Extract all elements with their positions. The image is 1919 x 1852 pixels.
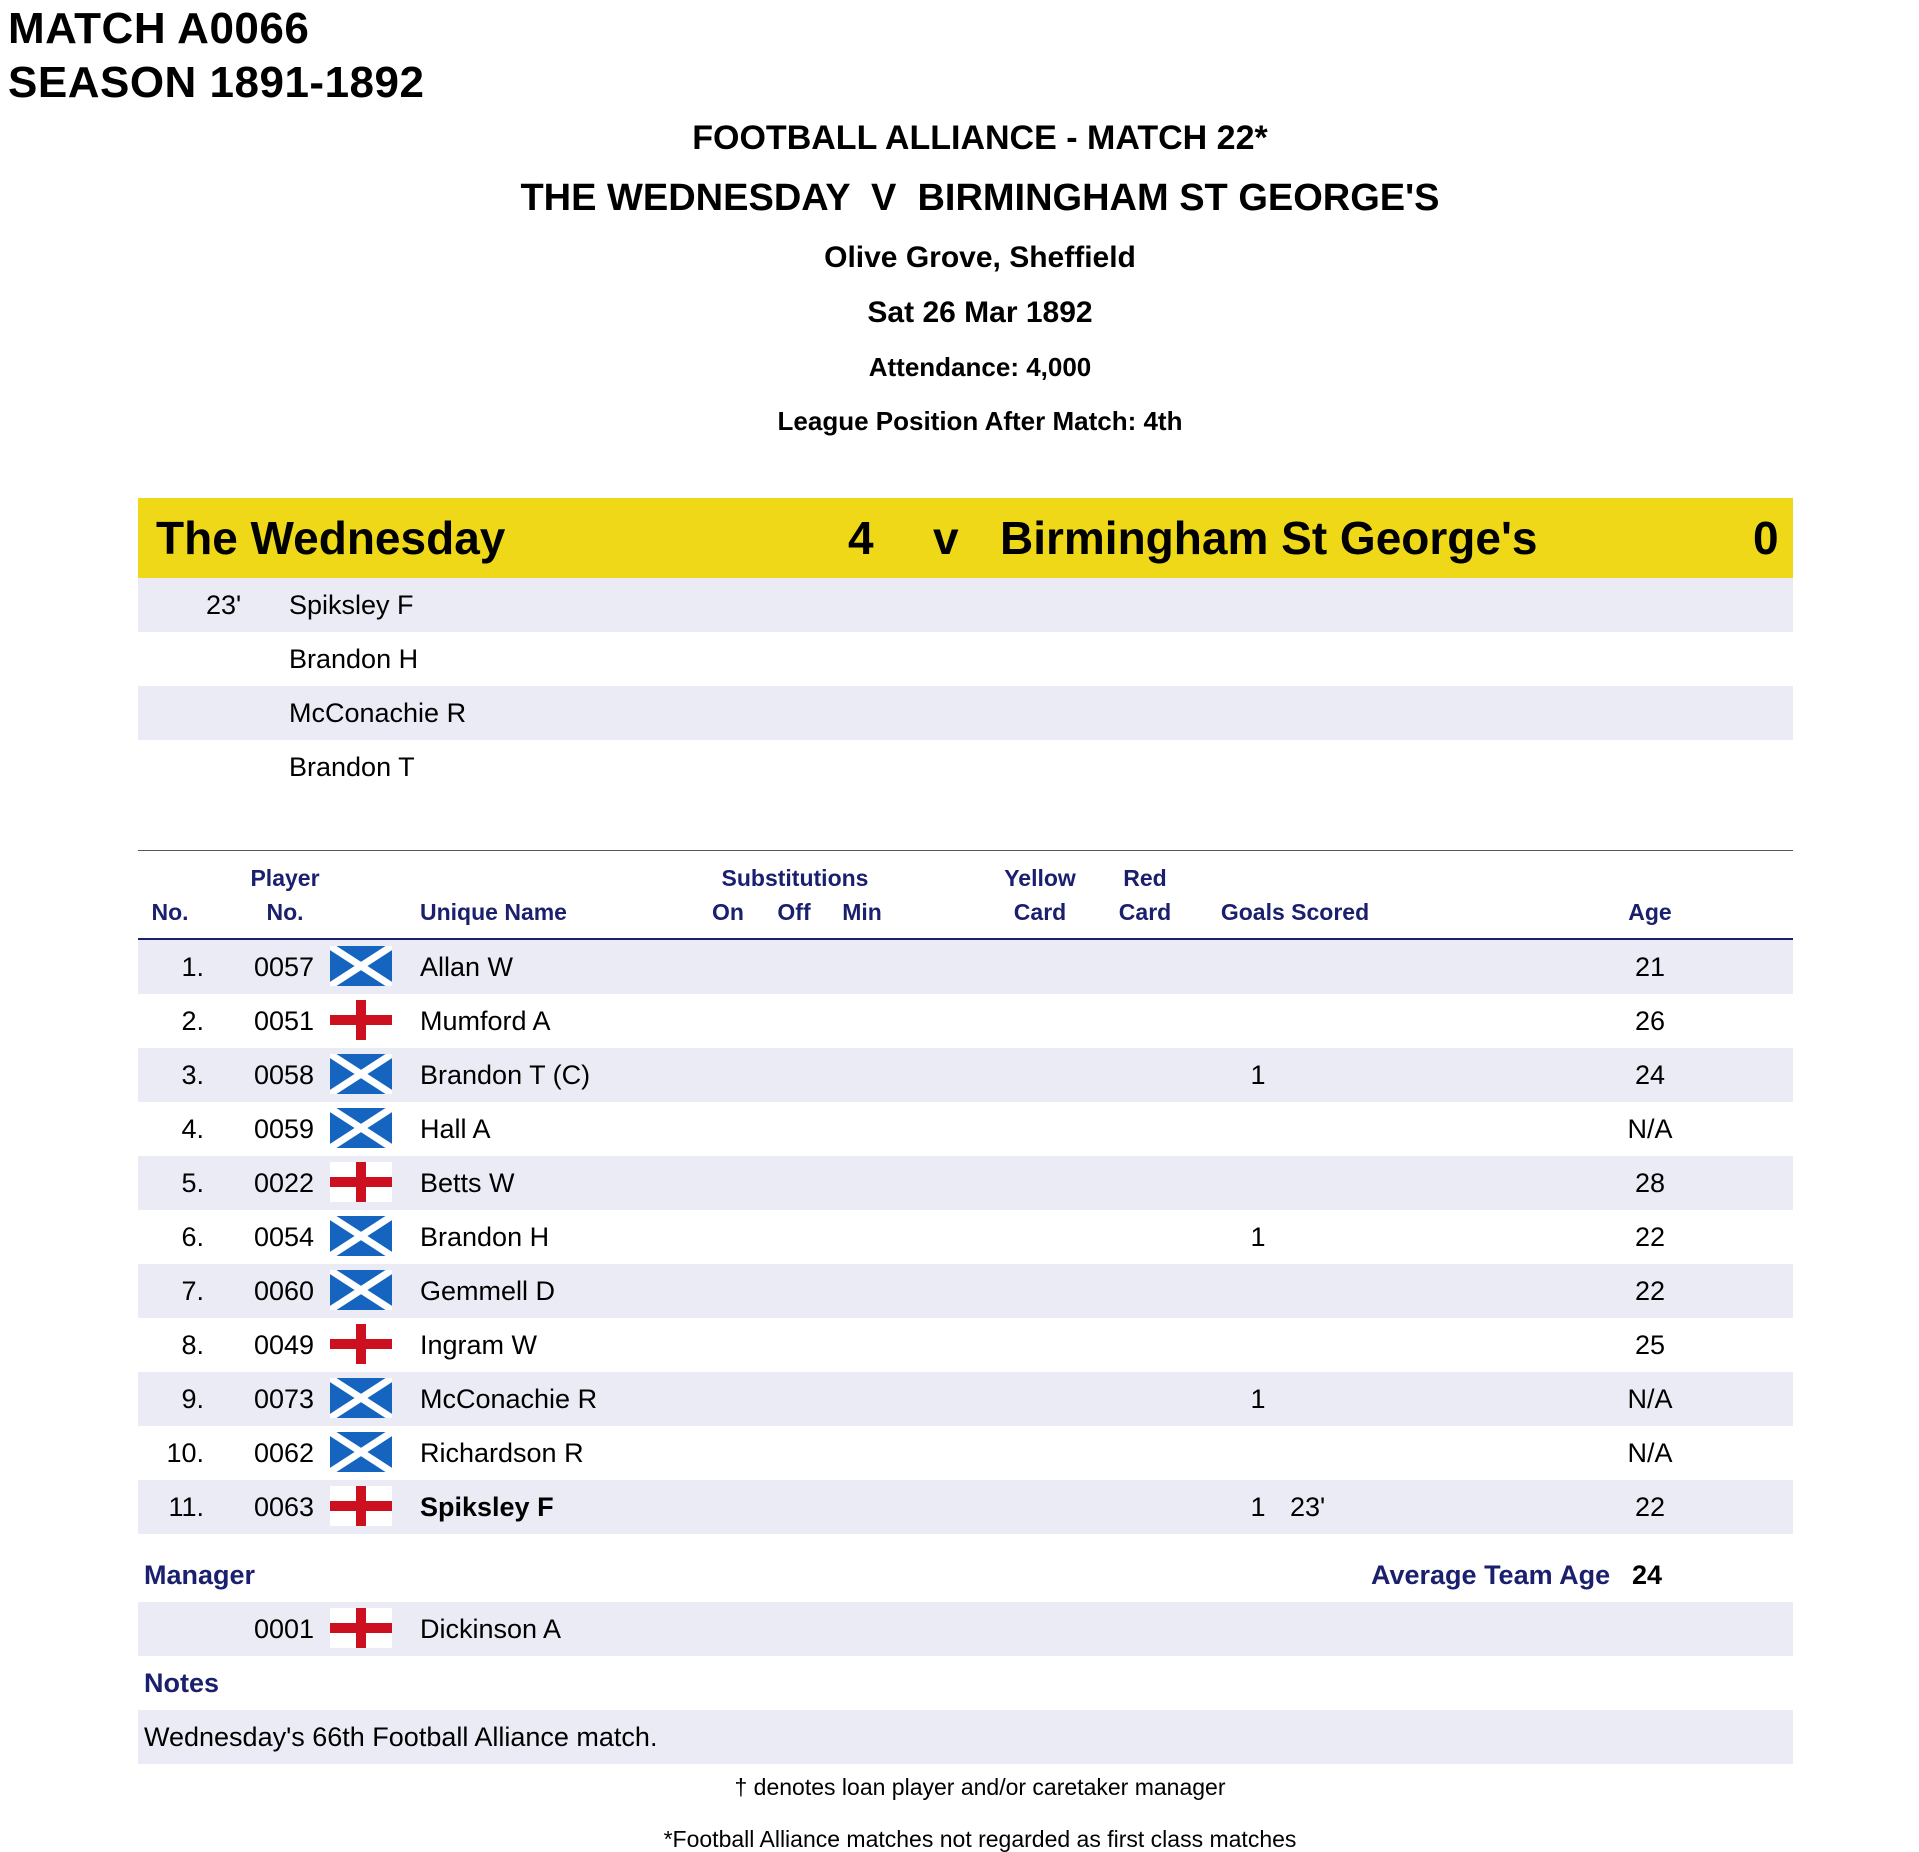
table-row [138, 1480, 1793, 1534]
fixture-title: THE WEDNESDAY V BIRMINGHAM ST GEORGE'S [520, 177, 1440, 219]
row-number: 1. [181, 952, 204, 982]
col-yellow-bottom: Card [1013, 899, 1067, 925]
table-row [138, 1048, 1793, 1102]
player-name: Betts W [420, 1168, 515, 1198]
player-number: 0059 [254, 1114, 315, 1144]
col-sub-min: Min [842, 899, 882, 925]
scotland-flag-icon [330, 1054, 392, 1094]
player-age: 21 [1634, 952, 1666, 982]
manager-player-no: 0001 [254, 1614, 315, 1644]
alliance-footnote: *Football Alliance matches not regarded as first class matches [663, 1826, 1297, 1852]
player-name: Richardson R [420, 1438, 584, 1468]
scorer-row [138, 740, 1793, 794]
notes-row [138, 1710, 1793, 1764]
player-age: N/A [1627, 1114, 1673, 1144]
row-number: 4. [181, 1114, 204, 1144]
player-number: 0051 [254, 1006, 315, 1036]
scotland-flag-icon [330, 1108, 392, 1148]
player-number: 0022 [254, 1168, 315, 1198]
table-row [138, 1102, 1793, 1156]
player-age: N/A [1627, 1438, 1673, 1468]
table-row [138, 1156, 1793, 1210]
scorer-row [138, 578, 1793, 632]
col-unique-name: Unique Name [420, 899, 567, 925]
table-row [138, 940, 1793, 994]
table-top-rule [138, 850, 1793, 851]
col-player-no-bottom: No. [266, 899, 304, 925]
player-name: Allan W [420, 952, 514, 982]
player-number: 0063 [254, 1492, 315, 1522]
match-id: MATCH A0066 [8, 4, 310, 53]
player-age: 22 [1634, 1276, 1666, 1306]
player-number: 0058 [254, 1060, 315, 1090]
row-number: 2. [181, 1006, 204, 1036]
venue: Olive Grove, Sheffield [824, 241, 1136, 274]
goals-count: 1 [1250, 1060, 1266, 1090]
away-goals: 0 [1753, 512, 1779, 564]
goal-minute: 23' [1290, 1492, 1326, 1522]
player-name: Mumford A [420, 1006, 551, 1036]
manager-label-row [138, 1548, 1793, 1602]
scorer-row [138, 632, 1793, 686]
scotland-flag-icon [330, 1378, 392, 1418]
home-goals: 4 [848, 512, 874, 564]
manager-name: Dickinson A [420, 1614, 562, 1644]
player-age: 22 [1634, 1492, 1666, 1522]
league-position: League Position After Match: 4th [777, 406, 1183, 436]
scorer-name: McConachie R [289, 698, 467, 728]
player-number: 0054 [254, 1222, 315, 1252]
player-age: 28 [1634, 1168, 1666, 1198]
player-name: Brandon H [420, 1222, 550, 1252]
row-number: 9. [181, 1384, 204, 1414]
competition-title: FOOTBALL ALLIANCE - MATCH 22* [692, 119, 1268, 157]
scorer-row [138, 686, 1793, 740]
notes-label-row [138, 1656, 1793, 1710]
england-flag-icon [330, 1486, 392, 1526]
player-number: 0060 [254, 1276, 315, 1306]
match-date: Sat 26 Mar 1892 [867, 296, 1093, 329]
player-age: 26 [1634, 1006, 1666, 1036]
notes-text: Wednesday's 66th Football Alliance match. [144, 1722, 658, 1752]
table-row [138, 1210, 1793, 1264]
table-row [138, 1372, 1793, 1426]
col-red-top: Red [1123, 865, 1167, 891]
player-name: Brandon T (C) [420, 1060, 591, 1090]
row-number: 5. [181, 1168, 204, 1198]
player-number: 0073 [254, 1384, 315, 1414]
avg-age-label: Average Team Age [1371, 1560, 1611, 1590]
scotland-flag-icon [330, 946, 392, 986]
player-age: N/A [1627, 1384, 1673, 1414]
table-row [138, 1264, 1793, 1318]
manager-row [138, 1602, 1793, 1656]
scotland-flag-icon [330, 1216, 392, 1256]
table-row [138, 1426, 1793, 1480]
col-player-no-top: Player [250, 865, 320, 891]
scorer-name: Brandon H [289, 644, 419, 674]
home-team: The Wednesday [156, 512, 506, 564]
season: SEASON 1891-1892 [8, 58, 425, 107]
table-row [138, 994, 1793, 1048]
scotland-flag-icon [330, 1270, 392, 1310]
goals-count: 1 [1250, 1384, 1266, 1414]
attendance: Attendance: 4,000 [868, 352, 1092, 382]
player-name: Ingram W [420, 1330, 538, 1360]
notes-label: Notes [144, 1668, 220, 1698]
col-yellow-top: Yellow [1004, 865, 1076, 891]
avg-age-value: 24 [1632, 1560, 1663, 1590]
player-number: 0062 [254, 1438, 315, 1468]
england-flag-icon [330, 1000, 392, 1040]
row-number: 7. [181, 1276, 204, 1306]
col-red-bottom: Card [1118, 899, 1172, 925]
goals-count: 1 [1250, 1222, 1266, 1252]
scorer-minute: 23' [206, 590, 242, 620]
england-flag-icon [330, 1162, 392, 1202]
col-sub-off: Off [777, 899, 811, 925]
row-number: 10. [166, 1438, 204, 1468]
player-name: McConachie R [420, 1384, 598, 1414]
player-age: 22 [1634, 1222, 1666, 1252]
col-sub-on: On [712, 899, 744, 925]
player-number: 0057 [254, 952, 315, 982]
row-number: 8. [181, 1330, 204, 1360]
table-row [138, 1318, 1793, 1372]
scorer-name: Spiksley F [289, 590, 414, 620]
row-number: 3. [181, 1060, 204, 1090]
col-goals-scored: Goals Scored [1220, 899, 1370, 925]
player-age: 24 [1634, 1060, 1666, 1090]
row-number: 11. [168, 1492, 204, 1522]
away-team: Birmingham St George's [1000, 512, 1538, 564]
scotland-flag-icon [330, 1432, 392, 1472]
goals-count: 1 [1250, 1492, 1266, 1522]
england-flag-icon [330, 1324, 392, 1364]
scorer-name: Brandon T [289, 752, 415, 782]
score-separator: v [933, 512, 959, 564]
row-number: 6. [181, 1222, 204, 1252]
loan-footnote: † denotes loan player and/or caretaker manager [734, 1774, 1226, 1800]
england-flag-icon [330, 1608, 392, 1648]
manager-label: Manager [144, 1560, 256, 1590]
col-no: No. [151, 899, 189, 925]
player-number: 0049 [254, 1330, 315, 1360]
player-name: Hall A [420, 1114, 491, 1144]
player-name: Spiksley F [420, 1492, 554, 1522]
col-substitutions: Substitutions [721, 865, 869, 891]
player-name: Gemmell D [420, 1276, 556, 1306]
player-age: 25 [1634, 1330, 1666, 1360]
col-age: Age [1628, 899, 1672, 925]
score-banner [138, 498, 1793, 578]
